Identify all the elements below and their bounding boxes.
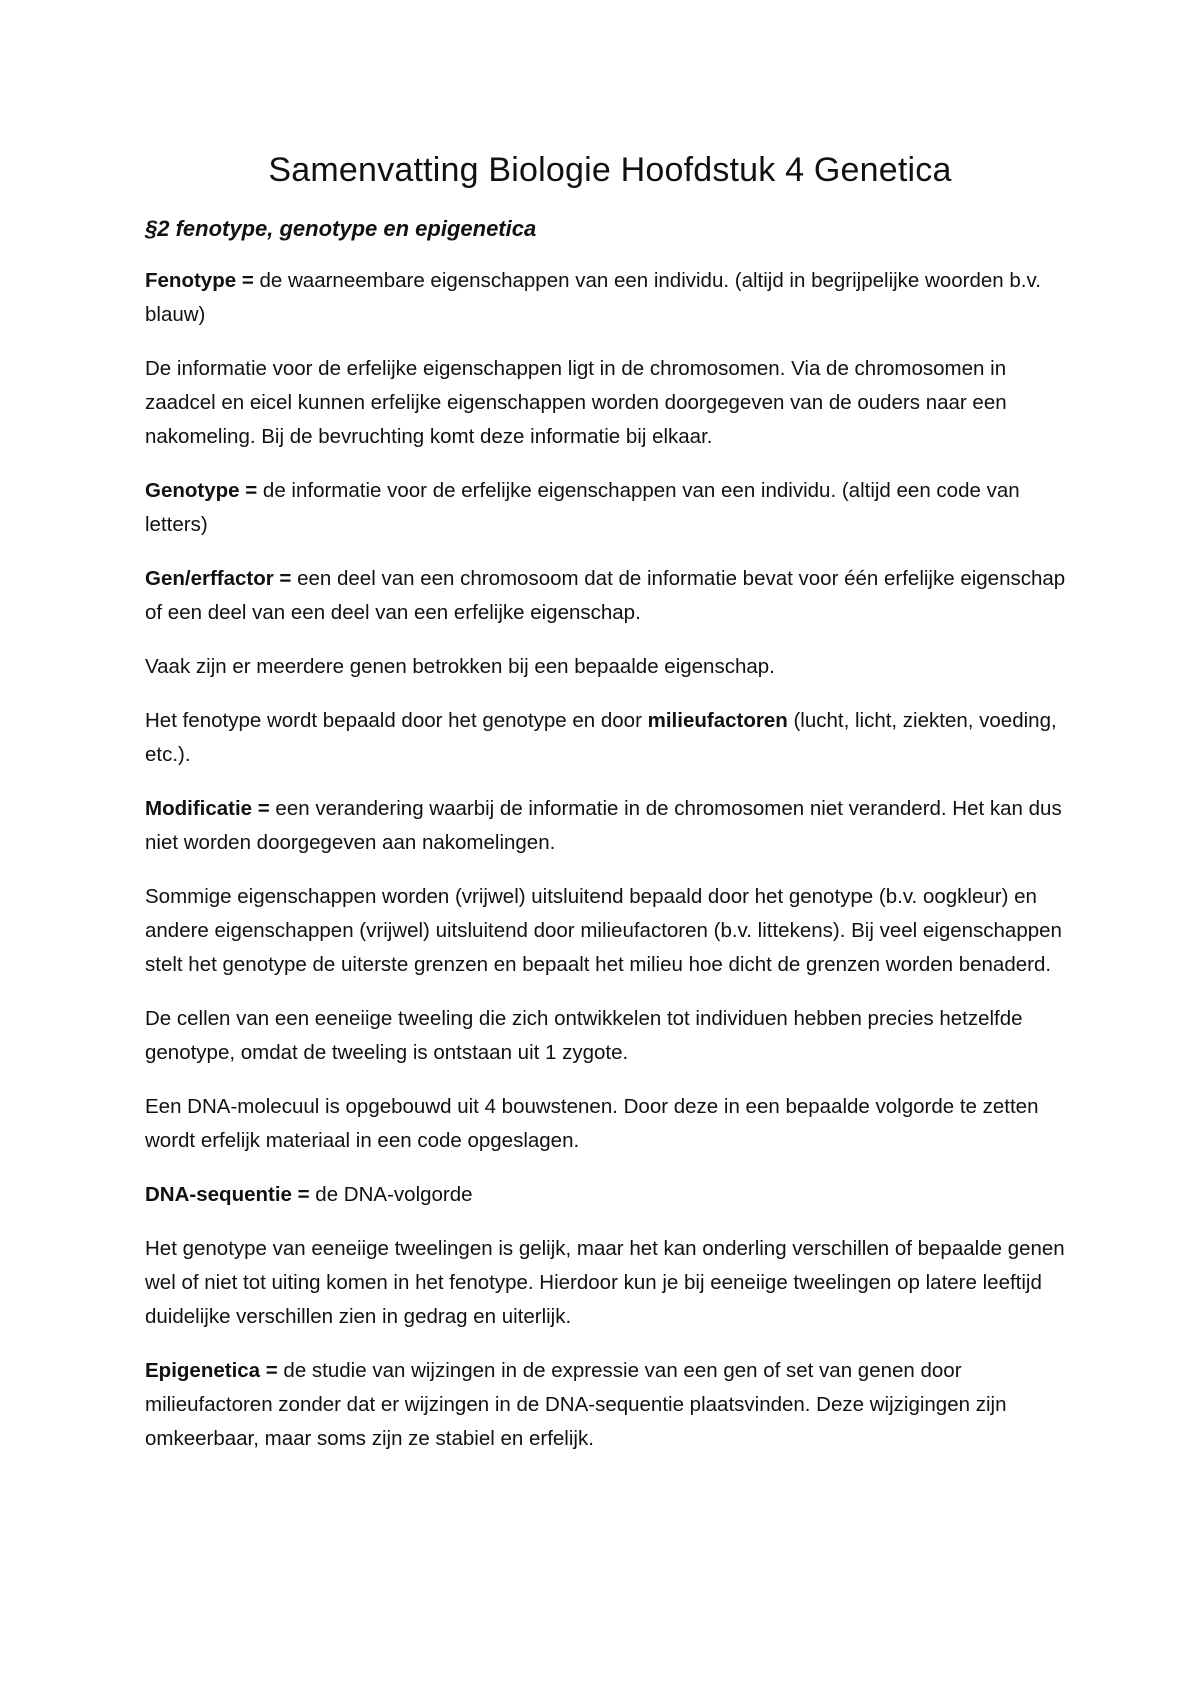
document-content (145, 148, 1075, 1476)
paragraph-milieufactoren (145, 704, 1075, 772)
term-label: Fenotype = (145, 269, 254, 292)
paragraph-text: Een DNA-molecuul is opgebouwd uit 4 bouwstenen. Door deze in een bepaalde volgorde te zetten wordt erfelijk materiaal in een code opgeslagen. (145, 1095, 1039, 1152)
paragraph-text: (lucht, licht, ziekten, voeding, etc.). (145, 709, 1057, 766)
term-label: Gen/erffactor = (145, 567, 292, 590)
paragraph-text: Het genotype van eeneiige tweelingen is gelijk, maar het kan onderling verschillen of bepaalde genen wel of niet tot uiting komen in het fenotype. Hierdoor kun je bij eeneiige tweelingen op latere leeftijd duidelijke verschillen zien in gedrag en uiterlijk. (145, 1237, 1065, 1328)
paragraph-gen-erffactor (145, 562, 1075, 630)
paragraph-tweelingen-verschillen (145, 1232, 1075, 1334)
term-label: Epigenetica = (145, 1359, 278, 1382)
paragraph-text: de studie van wijzingen in de expressie van een gen of set van genen door milieufactoren zonder dat er wijzingen in de DNA-sequentie plaatsvinden. Deze wijzigingen zijn omkeerbaar, maar soms zijn ze stabiel en erfelijk. (145, 1359, 1007, 1450)
paragraph-text: een verandering waarbij de informatie in de chromosomen niet veranderd. Het kan dus niet worden doorgegeven aan nakomelingen. (145, 797, 1062, 854)
paragraph-epigenetica (145, 1354, 1075, 1456)
paragraph-text: een deel van een chromosoom dat de informatie bevat voor één erfelijke eigenschap of een deel van een deel van een erfelijke eigenschap. (145, 567, 1066, 624)
term-label: DNA-sequentie = (145, 1183, 310, 1206)
paragraph-text: de informatie voor de erfelijke eigenschappen van een individu. (altijd een code van letters) (145, 479, 1020, 536)
paragraph-text: Het fenotype wordt bepaald door het genotype en door (145, 709, 648, 732)
term-label: Genotype = (145, 479, 258, 502)
paragraph-dna-molecuul (145, 1090, 1075, 1158)
paragraph-text: Vaak zijn er meerdere genen betrokken bij een bepaalde eigenschap. (145, 655, 775, 678)
paragraph-dna-sequentie (145, 1178, 1075, 1212)
paragraph-modificatie (145, 792, 1075, 860)
paragraph-sommige-eigenschappen (145, 880, 1075, 982)
paragraph-fenotype (145, 264, 1075, 332)
paragraph-text: de DNA-volgorde (309, 1183, 473, 1206)
paragraph-text: De cellen van een eeneiige tweeling die zich ontwikkelen tot individuen hebben precies hetzelfde genotype, omdat de tweeling is ontstaan uit 1 zygote. (145, 1007, 1023, 1064)
paragraph-genotype (145, 474, 1075, 542)
section-heading: §2 fenotype, genotype en epigenetica (145, 216, 537, 241)
term-label: Modificatie = (145, 797, 270, 820)
paragraph-text: Sommige eigenschappen worden (vrijwel) uitsluitend bepaald door het genotype (b.v. oogkleur) en andere eigenschappen (vrijwel) uitsluitend door milieufactoren (b.v. littekens). Bij veel eigenschappen stelt het genotype de uiterste grenzen en bepaalt het milieu hoe dicht de grenzen worden benaderd. (145, 885, 1062, 976)
document-title: Samenvatting Biologie Hoofdstuk 4 Genetica (268, 151, 952, 189)
paragraph-text: de waarneembare eigenschappen van een individu. (altijd in begrijpelijke woorden b.v. blauw) (145, 269, 1041, 326)
paragraph-text: De informatie voor de erfelijke eigenschappen ligt in de chromosomen. Via de chromosomen in zaadcel en eicel kunnen erfelijke eigenschappen worden doorgegeven van de ouders naar een nakomeling. Bij de bevruchting komt deze informatie bij elkaar. (145, 357, 1007, 448)
paragraph-meerdere-genen (145, 650, 1075, 684)
paragraph-chromosomen (145, 352, 1075, 454)
term-label: milieufactoren (647, 709, 788, 732)
paragraph-eeneiige-tweeling (145, 1002, 1075, 1070)
